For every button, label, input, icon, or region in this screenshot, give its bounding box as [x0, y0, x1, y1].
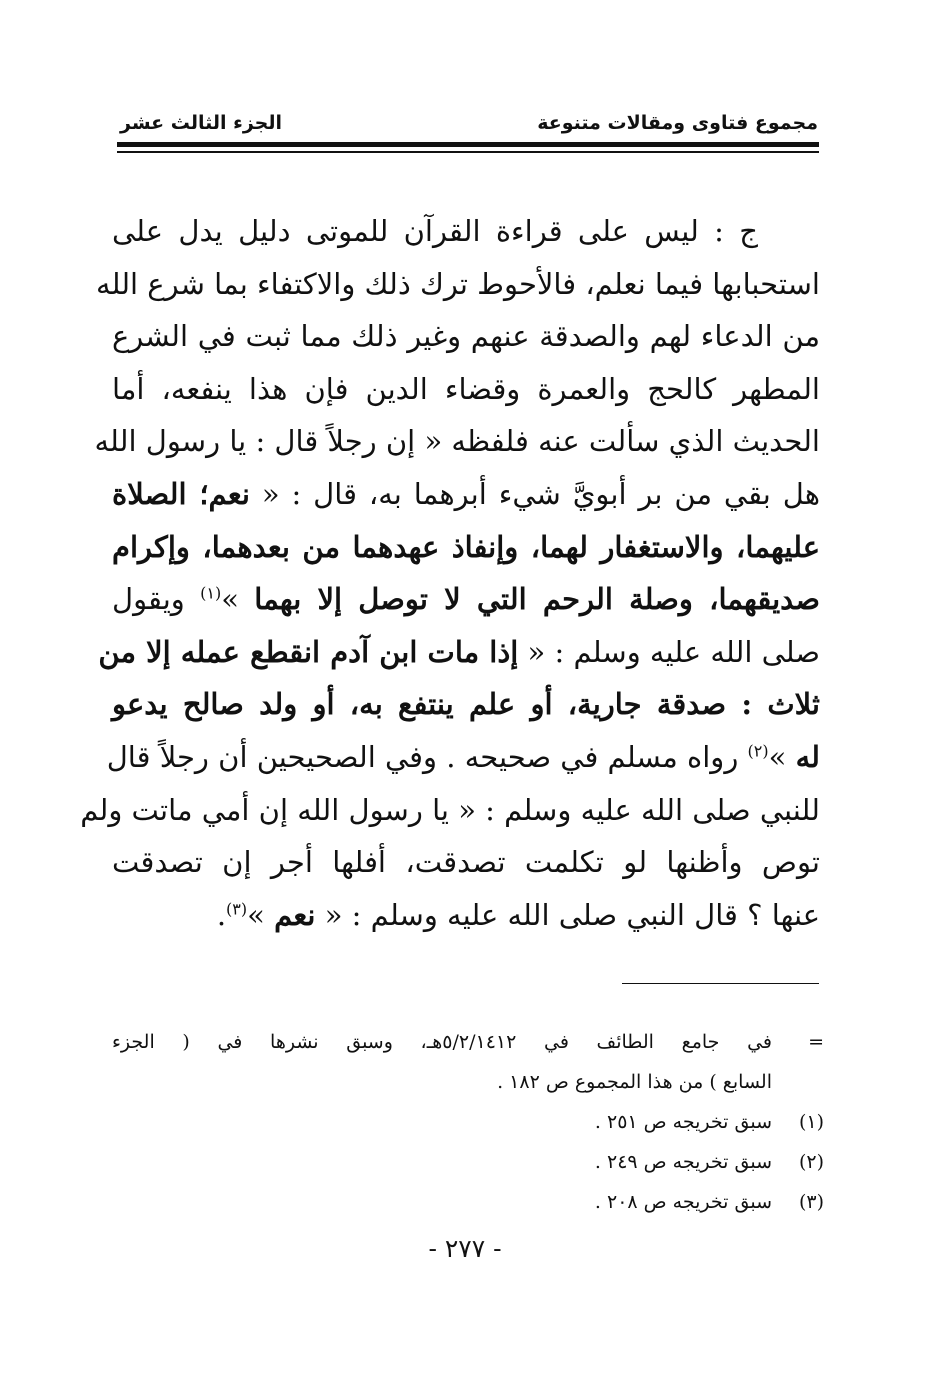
running-header-volume: الجزء الثالث عشر: [120, 112, 283, 134]
footnote-text: [112, 1022, 772, 1102]
text-run: هل بقي من بر أبويَّ شيء أبرهما به، قال : «: [261, 476, 821, 511]
text-run: ويقول: [112, 582, 185, 617]
hadith-text-bold: له: [795, 739, 820, 774]
text-run: رواه مسلم في صحيحه . وفي الصحيحين أن رجلاً قال: [106, 739, 739, 774]
footnote-text: سبق تخريجه ص ٢٥١ .: [594, 1111, 772, 1133]
footnotes: [112, 1022, 824, 1222]
footnote-text: سبق تخريجه ص ٢٠٨ .: [594, 1191, 772, 1213]
text-line: المطهر كالحج والعمرة وقضاء الدين فإن هذا ينفعه، أما: [112, 371, 820, 406]
continuation-mark: =: [808, 1031, 824, 1053]
header-rule-thick: [117, 142, 819, 147]
quote-close: »: [768, 739, 787, 774]
footnote-text: سبق تخريجه ص ٢٤٩ .: [594, 1151, 772, 1173]
footnote-continuation: [112, 1022, 824, 1102]
text-line: استحبابها فيما نعلم، فالأحوط ترك ذلك والاكتفاء بما شرع الله: [96, 266, 820, 301]
text-line: [98, 626, 820, 679]
footnote-ref-1[interactable]: (١): [200, 583, 222, 603]
page-number: - ٢٧٧ -: [428, 1234, 502, 1263]
text-line: للنبي صلى الله عليه وسلم : « يا رسول الله إن أمي ماتت ولم: [80, 792, 820, 827]
text-line: [112, 468, 820, 521]
footnote-item: [112, 1142, 824, 1182]
running-header-title: مجموع فتاوى ومقالات متنوعة: [537, 112, 818, 134]
text-line: [112, 573, 820, 626]
hadith-text-bold: نعم: [274, 897, 316, 932]
text-line: الحديث الذي سألت عنه فلفظه « إن رجلاً قال : يا رسول الله: [94, 424, 820, 459]
quote-close: »: [221, 582, 239, 617]
footnote-line: في جامع الطائف في ٥/٢/١٤١٢هـ، وسبق نشرها في ( الجزء: [112, 1031, 773, 1053]
hadith-text-bold: نعم؛ الصلاة: [112, 476, 250, 511]
footnote-line: السابع ) من هذا المجموع ص ١٨٢ .: [497, 1071, 772, 1093]
text-run: .: [216, 897, 227, 932]
footnote-item: [112, 1102, 824, 1142]
footnote-number: (١): [798, 1111, 824, 1133]
footnote-ref-2[interactable]: (٢): [747, 741, 769, 761]
footnote-number: (٣): [798, 1191, 824, 1213]
header-rule-thin: [117, 151, 819, 153]
footnote-separator: [622, 983, 819, 984]
fatwa-answer-text: [80, 205, 821, 941]
hadith-text-bold: إذا مات ابن آدم انقطع عمله إلا من: [98, 634, 519, 669]
hadith-line-bold: عليهما، والاستغفار لهما، وإنفاذ عهدهما من بعدهما، وإكرام: [112, 529, 820, 564]
quote-close: »: [247, 897, 265, 932]
hadith-text-bold: صديقهما، وصلة الرحم التي لا توصل إلا بهما: [254, 582, 821, 617]
text-line: توص وأظنها لو تكلمت تصدقت، أفلها أجر إن تصدقت: [112, 845, 820, 880]
text-run: عنها ؟ قال النبي صلى الله عليه وسلم : «: [324, 897, 820, 932]
footnote-number: (٢): [798, 1151, 824, 1173]
text-line: [112, 889, 820, 942]
hadith-line-bold: ثلاث : صدقة جارية، أو علم ينتفع به، أو ولد صالح يدعو: [112, 687, 820, 722]
text-line: ج : ليس على قراءة القرآن للموتى دليل يدل على: [112, 214, 758, 248]
text-run: صلى الله عليه وسلم : «: [527, 634, 820, 669]
footnote-item: [112, 1182, 824, 1222]
footnote-ref-3[interactable]: (٣): [226, 899, 248, 919]
text-line: [106, 731, 820, 784]
text-line: من الدعاء لهم والصدقة عنهم وغير ذلك مما ثبت في الشرع: [112, 319, 820, 354]
